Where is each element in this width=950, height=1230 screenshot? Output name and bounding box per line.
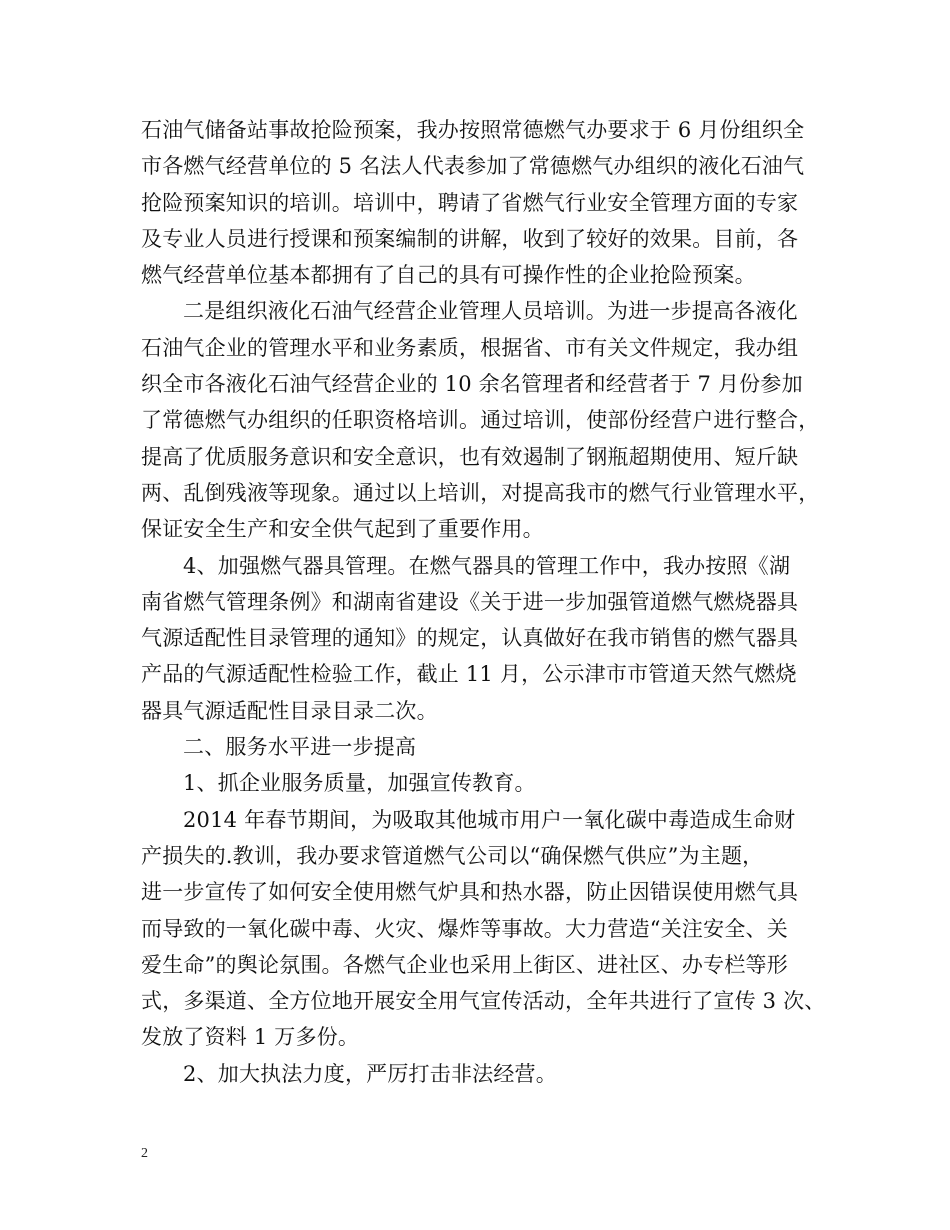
- text-line: 产品的气源适配性检验工作，截止 11 月，公示津市市管道天然气燃烧: [141, 662, 797, 687]
- text-line: 保证安全生产和安全供气起到了重要作用。: [141, 517, 544, 542]
- text-line: 市各燃气经营单位的 5 名法人代表参加了常德燃气办组织的液化石油气: [141, 154, 805, 179]
- text-line: 了常德燃气办组织的任职资格培训。通过培训，使部份经营户进行整合，: [141, 408, 820, 433]
- text-line: 两、乱倒残液等现象。通过以上培训，对提高我市的燃气行业管理水平，: [141, 480, 820, 505]
- text-line: 2014 年春节期间，为吸取其他城市用户一氧化碳中毒造成生命财: [183, 807, 796, 832]
- text-line: 提高了优质服务意识和安全意识，也有效遏制了钢瓶超期使用、短斤缺: [141, 444, 799, 469]
- page-number: 2: [141, 1146, 148, 1161]
- text-line: 产损失的.教训，我办要求管道燃气公司以“确保燃气供应”为主题，: [141, 843, 764, 868]
- body-text: [141, 112, 826, 1092]
- text-line: 及专业人员进行授课和预案编制的讲解，收到了较好的效果。目前，各: [141, 226, 799, 251]
- text-line: 发放了资料 1 万多份。: [141, 1025, 360, 1050]
- text-line: 器具气源适配性目录目录二次。: [141, 698, 438, 723]
- text-line: 织全市各液化石油气经营企业的 10 余名管理者和经营者于 7 月份参加: [141, 372, 803, 397]
- text-line: 石油气储备站事故抢险预案，我办按照常德燃气办要求于 6 月份组织全: [141, 118, 805, 142]
- text-line: 爱生命”的舆论氛围。各燃气企业也采用上街区、进社区、办专栏等形: [141, 952, 788, 977]
- text-line: 4、加强燃气器具管理。在燃气器具的管理工作中，我办按照《湖: [183, 553, 791, 578]
- text-line: 南省燃气管理条例》和湖南省建设《关于进一步加强管道燃气燃烧器具: [141, 589, 799, 614]
- text-line: 2、加大执法力度，严厉打击非法经营。: [183, 1061, 557, 1086]
- text-line: 二是组织液化石油气经营企业管理人员培训。为进一步提高各液化: [183, 299, 798, 324]
- text-line: 石油气企业的管理水平和业务素质，根据省、市有关文件规定，我办组: [141, 335, 799, 360]
- text-line: 进一步宣传了如何安全使用燃气炉具和热水器，防止因错误使用燃气具: [141, 880, 799, 905]
- text-line: 燃气经营单位基本都拥有了自己的具有可操作性的企业抢险预案。: [141, 263, 756, 288]
- text-line: 气源适配性目录管理的通知》的规定，认真做好在我市销售的燃气器具: [141, 626, 799, 651]
- text-line: 二、服务水平进一步提高: [183, 735, 417, 760]
- text-line: 而导致的一氧化碳中毒、火灾、爆炸等事故。大力营造“关注安全、关: [141, 916, 788, 941]
- text-line: 式，多渠道、全方位地开展安全用气宣传活动，全年共进行了宣传 3 次、: [141, 989, 826, 1014]
- text-line: 抢险预案知识的培训。培训中，聘请了省燃气行业安全管理方面的专家: [141, 190, 799, 215]
- text-line: 1、抓企业服务质量，加强宣传教育。: [183, 771, 536, 796]
